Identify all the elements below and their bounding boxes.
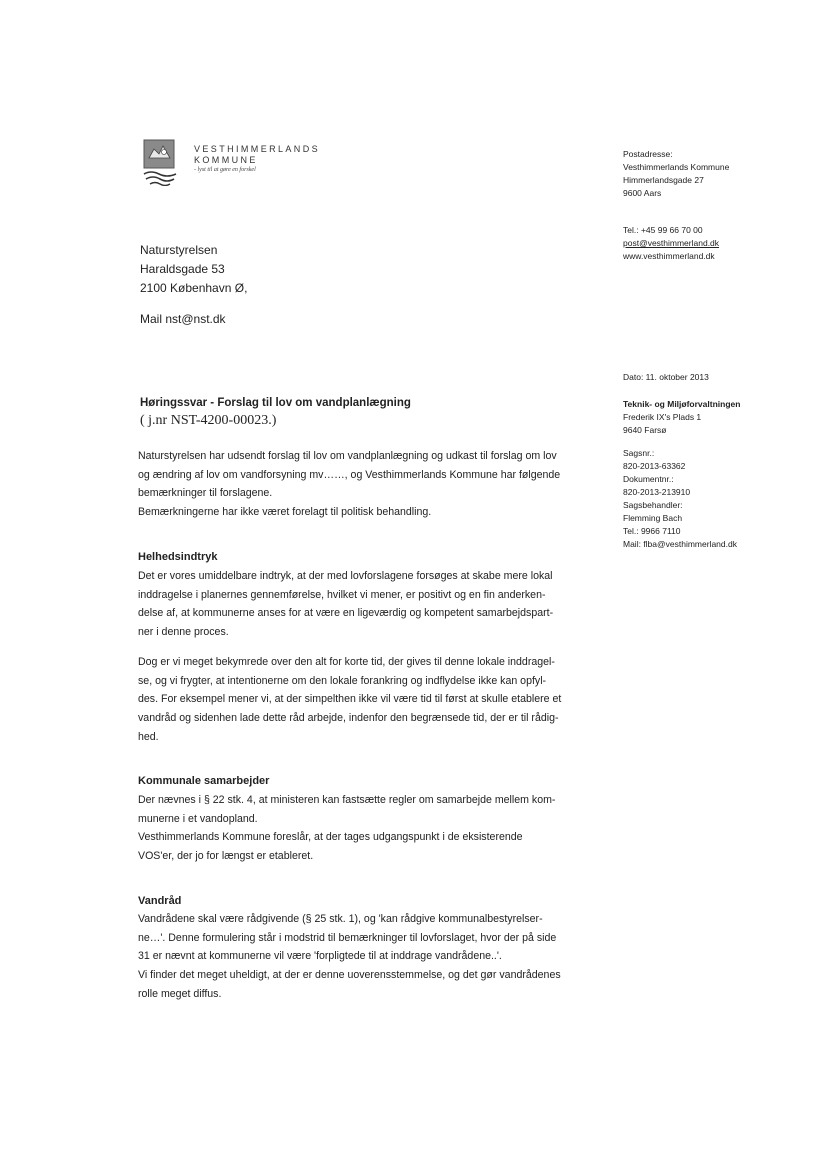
samarbejder-paragraph (138, 791, 598, 866)
recipient-name: Naturstyrelsen (140, 243, 218, 257)
doknr-label: Dokumentnr.: (623, 474, 674, 484)
journal-number: ( j.nr NST-4200-00023.) (140, 413, 277, 428)
body-line: rolle meget diffus. (138, 987, 222, 1000)
body-line: Vesthimmerlands Kommune foreslår, at der tages udgangspunkt i de eksisterende (138, 831, 523, 844)
intro-line: Naturstyrelsen har udsendt forslag til lov om vandplanlægning og udkast til forslag om lov (138, 450, 557, 462)
section-heading-samarbejder: Kommunale samarbejder (138, 775, 270, 787)
doknr-value: 820-2013-213910 (623, 487, 691, 497)
body-line: vandråd og sidenhen lade dette råd arbejde, indenfor den begrænsede tid, der er til rådig- (138, 712, 559, 725)
body-line: Det er vores umiddelbare indtryk, at der med lovforslagene forsøges at skabe mere lokal (138, 570, 553, 582)
logo-name-line1: VESTHIMMERLANDS (194, 144, 321, 154)
logo-name-line2: KOMMUNE (194, 155, 258, 165)
helhed-paragraph-1 (138, 567, 598, 642)
vandraad-paragraph (138, 910, 598, 1004)
sender-web[interactable]: www.vesthimmerland.dk (623, 251, 715, 261)
sender-street: Himmerlandsgade 27 (623, 175, 704, 185)
body-line: Vi finder det meget uheldigt, at der er denne uoverensstemmelse, og det gør vandrådenes (138, 969, 561, 982)
logo-tagline: - lyst til at gøre en forskel (194, 167, 256, 173)
sender-city: 9600 Aars (623, 188, 662, 198)
dept-name: Teknik- og Miljøforvaltningen (623, 399, 741, 409)
recipient-mail: Mail nst@nst.dk (140, 312, 226, 326)
sagsbeh-mail: Mail: flba@vesthimmerland.dk (623, 539, 737, 549)
body-line: ner i denne proces. (138, 626, 229, 639)
body-line: Dog er vi meget bekymrede over den alt for korte tid, der gives til denne lokale inddragel- (138, 656, 555, 668)
body-line: inddragelse i planernes gennemførelse, hvilket vi mener, er positivt og en fin anderken- (138, 588, 546, 601)
body-line: Der nævnes i § 22 stk. 4, at ministeren kan fastsætte regler om samarbejde mellem kom- (138, 794, 556, 806)
sender-contact (623, 224, 719, 263)
coat-of-arms-icon (142, 138, 178, 186)
sender-email-link[interactable]: post@vesthimmerland.dk (623, 238, 720, 248)
intro-line: Bemærkningerne har ikke været forelagt til politisk behandling. (138, 506, 432, 519)
sender-org: Vesthimmerlands Kommune (623, 162, 730, 172)
sagsnr-label: Sagsnr.: (623, 448, 655, 458)
recipient-city: 2100 København Ø, (140, 281, 248, 295)
subject-title: Høringssvar - Forslag til lov om vandplanlægning (140, 397, 411, 409)
body-line: se, og vi frygter, at intentionerne om den lokale forankring og indflydelse ikke kan opfyl- (138, 674, 547, 687)
intro-paragraph (138, 447, 598, 522)
section-heading-vandraad: Vandråd (138, 895, 182, 907)
section-heading-helhed: Helhedsindtryk (138, 551, 218, 563)
body-line: hed. (138, 730, 159, 743)
sagsbeh-label: Sagsbehandler: (623, 500, 683, 510)
intro-line: bemærkninger til forslagene. (138, 487, 273, 500)
municipality-logo (142, 138, 322, 188)
dept-street: Frederik IX's Plads 1 (623, 412, 702, 422)
sagsbeh-tel: Tel.: 9966 7110 (623, 526, 681, 536)
letter-date: Dato: 11. oktober 2013 (623, 372, 709, 382)
helhed-paragraph-2 (138, 653, 598, 747)
case-meta (623, 398, 740, 551)
intro-line: og ændring af lov om vandforsyning mv……, og Vesthimmerlands Kommune har følgende (138, 468, 561, 481)
sender-tel: Tel.: +45 99 66 70 00 (623, 225, 703, 235)
body-line: des. For eksempel mener vi, at der simpelthen ikke vil være tid til først at skulle etablere et (138, 693, 562, 706)
body-line: Vandrådene skal være rådgivende (§ 25 stk. 1), og 'kan rådgive kommunalbestyrelser- (138, 913, 543, 925)
postadresse-label: Postadresse: (623, 149, 673, 159)
dept-city: 9640 Farsø (623, 425, 667, 435)
body-line: delse af, at kommunerne anses for at være en ligeværdig og kompetent samarbejdspart- (138, 607, 554, 620)
body-line: ne…'. Denne formulering står i modstrid til bemærkninger til lovforslaget, hvor der på side (138, 931, 557, 944)
body-line: 31 er nævnt at kommunerne vil være 'forpligtede til at inddrage vandrådene..'. (138, 950, 502, 963)
recipient-street: Haraldsgade 53 (140, 262, 225, 276)
sagsbeh-value: Flemming Bach (623, 513, 683, 523)
sender-address (623, 148, 729, 200)
body-line: munerne i et vandopland. (138, 812, 258, 825)
recipient-address (140, 241, 247, 298)
body-line: VOS'er, der jo for længst er etableret. (138, 850, 314, 863)
sagsnr-value: 820-2013-63362 (623, 461, 686, 471)
